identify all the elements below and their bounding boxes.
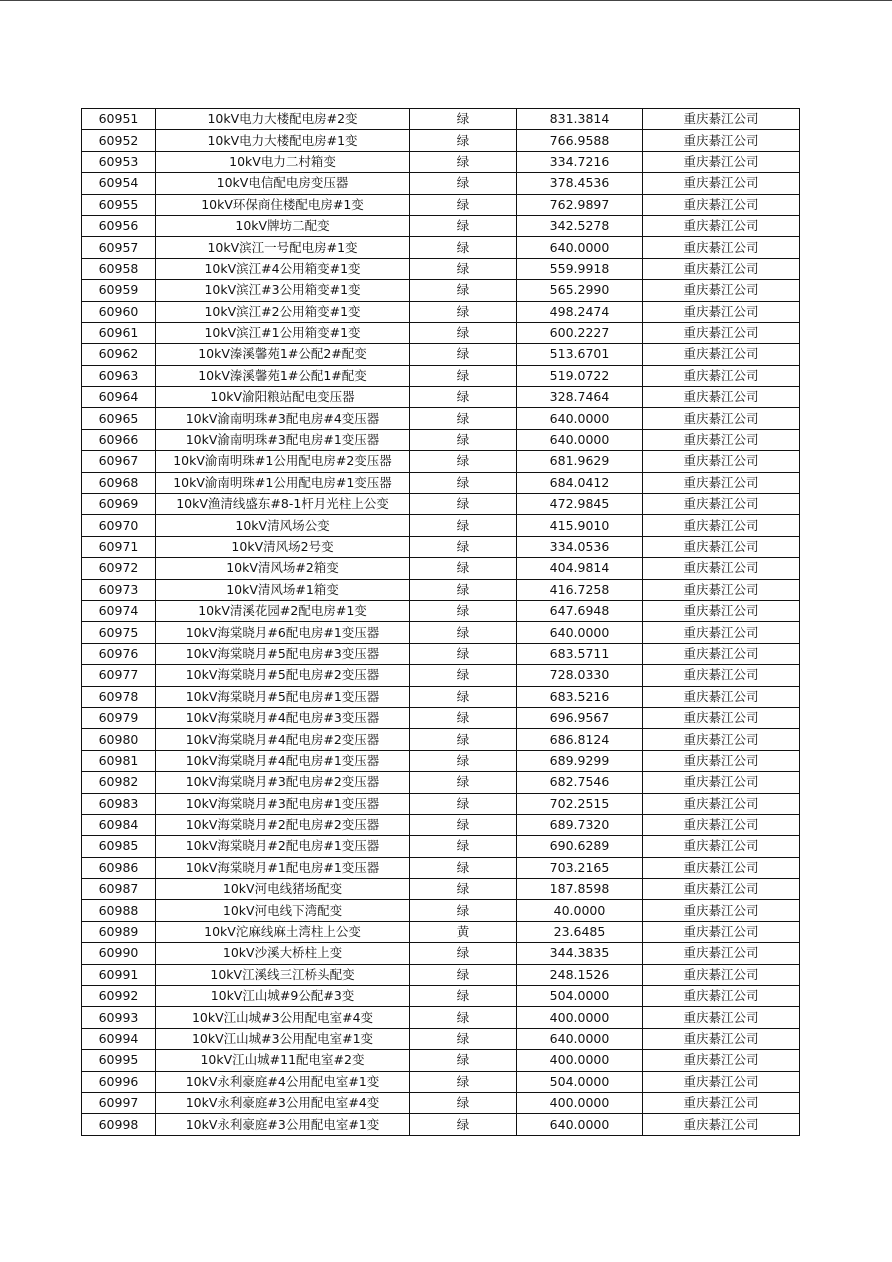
status-cell: 绿 xyxy=(410,729,517,750)
company-cell: 重庆綦江公司 xyxy=(643,194,800,215)
table-row xyxy=(82,1114,800,1135)
value-cell: 600.2227 xyxy=(517,322,643,343)
value-cell: 416.7258 xyxy=(517,579,643,600)
value-cell: 559.9918 xyxy=(517,258,643,279)
value-cell: 400.0000 xyxy=(517,1050,643,1071)
value-cell: 344.3835 xyxy=(517,943,643,964)
value-cell: 404.9814 xyxy=(517,558,643,579)
table-row xyxy=(82,665,800,686)
company-cell: 重庆綦江公司 xyxy=(643,109,800,130)
row-id-cell: 60982 xyxy=(82,772,156,793)
company-cell: 重庆綦江公司 xyxy=(643,515,800,536)
status-cell: 黄 xyxy=(410,921,517,942)
top-rule xyxy=(0,0,892,1)
row-id-cell: 60951 xyxy=(82,109,156,130)
value-cell: 690.6289 xyxy=(517,836,643,857)
transformer-name-cell: 10kV电信配电房变压器 xyxy=(156,173,410,194)
table-row xyxy=(82,215,800,236)
status-cell: 绿 xyxy=(410,1071,517,1092)
company-cell: 重庆綦江公司 xyxy=(643,322,800,343)
table-row xyxy=(82,130,800,151)
status-cell: 绿 xyxy=(410,472,517,493)
value-cell: 684.0412 xyxy=(517,472,643,493)
value-cell: 689.7320 xyxy=(517,814,643,835)
table-row xyxy=(82,429,800,450)
row-id-cell: 60956 xyxy=(82,215,156,236)
transformer-name-cell: 10kV海棠晓月#4配电房#3变压器 xyxy=(156,707,410,728)
company-cell: 重庆綦江公司 xyxy=(643,536,800,557)
table-row xyxy=(82,109,800,130)
table-row xyxy=(82,365,800,386)
value-cell: 647.6948 xyxy=(517,600,643,621)
row-id-cell: 60965 xyxy=(82,408,156,429)
row-id-cell: 60974 xyxy=(82,600,156,621)
row-id-cell: 60968 xyxy=(82,472,156,493)
transformer-name-cell: 10kV海棠晓月#6配电房#1变压器 xyxy=(156,622,410,643)
table-row xyxy=(82,964,800,985)
table-row xyxy=(82,387,800,408)
status-cell: 绿 xyxy=(410,558,517,579)
value-cell: 682.7546 xyxy=(517,772,643,793)
value-cell: 640.0000 xyxy=(517,622,643,643)
company-cell: 重庆綦江公司 xyxy=(643,665,800,686)
row-id-cell: 60977 xyxy=(82,665,156,686)
table-row xyxy=(82,900,800,921)
company-cell: 重庆綦江公司 xyxy=(643,964,800,985)
status-cell: 绿 xyxy=(410,301,517,322)
data-table xyxy=(81,108,800,1136)
transformer-name-cell: 10kV海棠晓月#2配电房#1变压器 xyxy=(156,836,410,857)
status-cell: 绿 xyxy=(410,408,517,429)
value-cell: 519.0722 xyxy=(517,365,643,386)
transformer-name-cell: 10kV渝南明珠#1公用配电房#2变压器 xyxy=(156,451,410,472)
company-cell: 重庆綦江公司 xyxy=(643,600,800,621)
value-cell: 640.0000 xyxy=(517,1114,643,1135)
table-row xyxy=(82,772,800,793)
row-id-cell: 60966 xyxy=(82,429,156,450)
status-cell: 绿 xyxy=(410,964,517,985)
value-cell: 248.1526 xyxy=(517,964,643,985)
value-cell: 686.8124 xyxy=(517,729,643,750)
company-cell: 重庆綦江公司 xyxy=(643,558,800,579)
row-id-cell: 60984 xyxy=(82,814,156,835)
company-cell: 重庆綦江公司 xyxy=(643,237,800,258)
row-id-cell: 60959 xyxy=(82,280,156,301)
value-cell: 683.5711 xyxy=(517,643,643,664)
table-row xyxy=(82,1071,800,1092)
company-cell: 重庆綦江公司 xyxy=(643,408,800,429)
table-row xyxy=(82,1007,800,1028)
company-cell: 重庆綦江公司 xyxy=(643,472,800,493)
status-cell: 绿 xyxy=(410,451,517,472)
row-id-cell: 60958 xyxy=(82,258,156,279)
row-id-cell: 60991 xyxy=(82,964,156,985)
status-cell: 绿 xyxy=(410,879,517,900)
status-cell: 绿 xyxy=(410,387,517,408)
row-id-cell: 60971 xyxy=(82,536,156,557)
company-cell: 重庆綦江公司 xyxy=(643,857,800,878)
value-cell: 565.2990 xyxy=(517,280,643,301)
status-cell: 绿 xyxy=(410,600,517,621)
row-id-cell: 60957 xyxy=(82,237,156,258)
company-cell: 重庆綦江公司 xyxy=(643,686,800,707)
company-cell: 重庆綦江公司 xyxy=(643,1028,800,1049)
value-cell: 415.9010 xyxy=(517,515,643,536)
status-cell: 绿 xyxy=(410,1028,517,1049)
company-cell: 重庆綦江公司 xyxy=(643,301,800,322)
transformer-name-cell: 10kV滨江一号配电房#1变 xyxy=(156,237,410,258)
row-id-cell: 60954 xyxy=(82,173,156,194)
transformer-name-cell: 10kV河电线下湾配变 xyxy=(156,900,410,921)
company-cell: 重庆綦江公司 xyxy=(643,921,800,942)
row-id-cell: 60994 xyxy=(82,1028,156,1049)
status-cell: 绿 xyxy=(410,707,517,728)
transformer-name-cell: 10kV清风场公变 xyxy=(156,515,410,536)
transformer-name-cell: 10kV河电线猪场配变 xyxy=(156,879,410,900)
company-cell: 重庆綦江公司 xyxy=(643,1114,800,1135)
company-cell: 重庆綦江公司 xyxy=(643,900,800,921)
transformer-name-cell: 10kV电力大楼配电房#2变 xyxy=(156,109,410,130)
row-id-cell: 60978 xyxy=(82,686,156,707)
row-id-cell: 60963 xyxy=(82,365,156,386)
transformer-name-cell: 10kV渔清线盛东#8-1杆月光柱上公变 xyxy=(156,494,410,515)
table-row xyxy=(82,1092,800,1113)
table-row xyxy=(82,558,800,579)
company-cell: 重庆綦江公司 xyxy=(643,622,800,643)
transformer-name-cell: 10kV永利豪庭#3公用配电室#1变 xyxy=(156,1114,410,1135)
status-cell: 绿 xyxy=(410,665,517,686)
status-cell: 绿 xyxy=(410,857,517,878)
row-id-cell: 60967 xyxy=(82,451,156,472)
transformer-name-cell: 10kV牌坊二配变 xyxy=(156,215,410,236)
transformer-name-cell: 10kV海棠晓月#1配电房#1变压器 xyxy=(156,857,410,878)
table-row xyxy=(82,836,800,857)
value-cell: 504.0000 xyxy=(517,986,643,1007)
company-cell: 重庆綦江公司 xyxy=(643,772,800,793)
value-cell: 728.0330 xyxy=(517,665,643,686)
transformer-name-cell: 10kV海棠晓月#5配电房#1变压器 xyxy=(156,686,410,707)
company-cell: 重庆綦江公司 xyxy=(643,1071,800,1092)
transformer-name-cell: 10kV沱麻线麻土湾柱上公变 xyxy=(156,921,410,942)
row-id-cell: 60952 xyxy=(82,130,156,151)
status-cell: 绿 xyxy=(410,237,517,258)
row-id-cell: 60992 xyxy=(82,986,156,1007)
value-cell: 334.0536 xyxy=(517,536,643,557)
company-cell: 重庆綦江公司 xyxy=(643,643,800,664)
status-cell: 绿 xyxy=(410,151,517,172)
value-cell: 766.9588 xyxy=(517,130,643,151)
value-cell: 334.7216 xyxy=(517,151,643,172)
value-cell: 762.9897 xyxy=(517,194,643,215)
transformer-name-cell: 10kV滨江#1公用箱变#1变 xyxy=(156,322,410,343)
row-id-cell: 60990 xyxy=(82,943,156,964)
company-cell: 重庆綦江公司 xyxy=(643,814,800,835)
table-row xyxy=(82,600,800,621)
company-cell: 重庆綦江公司 xyxy=(643,173,800,194)
status-cell: 绿 xyxy=(410,1114,517,1135)
transformer-name-cell: 10kV电力二村箱变 xyxy=(156,151,410,172)
table-body xyxy=(82,109,800,1136)
table-row xyxy=(82,344,800,365)
table-row xyxy=(82,1028,800,1049)
transformer-name-cell: 10kV清风场#1箱变 xyxy=(156,579,410,600)
table-row xyxy=(82,814,800,835)
value-cell: 831.3814 xyxy=(517,109,643,130)
value-cell: 640.0000 xyxy=(517,1028,643,1049)
company-cell: 重庆綦江公司 xyxy=(643,579,800,600)
table-row xyxy=(82,793,800,814)
status-cell: 绿 xyxy=(410,322,517,343)
table-row xyxy=(82,986,800,1007)
table-row xyxy=(82,472,800,493)
transformer-name-cell: 10kV滨江#2公用箱变#1变 xyxy=(156,301,410,322)
table-row xyxy=(82,579,800,600)
table-row xyxy=(82,280,800,301)
status-cell: 绿 xyxy=(410,772,517,793)
value-cell: 640.0000 xyxy=(517,408,643,429)
status-cell: 绿 xyxy=(410,1050,517,1071)
table-row xyxy=(82,622,800,643)
value-cell: 513.6701 xyxy=(517,344,643,365)
row-id-cell: 60998 xyxy=(82,1114,156,1135)
company-cell: 重庆綦江公司 xyxy=(643,1007,800,1028)
company-cell: 重庆綦江公司 xyxy=(643,365,800,386)
company-cell: 重庆綦江公司 xyxy=(643,429,800,450)
table-row xyxy=(82,408,800,429)
value-cell: 640.0000 xyxy=(517,429,643,450)
transformer-name-cell: 10kV溱溪馨苑1#公配2#配变 xyxy=(156,344,410,365)
status-cell: 绿 xyxy=(410,814,517,835)
row-id-cell: 60969 xyxy=(82,494,156,515)
table-row xyxy=(82,943,800,964)
status-cell: 绿 xyxy=(410,515,517,536)
transformer-name-cell: 10kV海棠晓月#5配电房#2变压器 xyxy=(156,665,410,686)
status-cell: 绿 xyxy=(410,622,517,643)
transformer-name-cell: 10kV永利豪庭#4公用配电室#1变 xyxy=(156,1071,410,1092)
status-cell: 绿 xyxy=(410,900,517,921)
transformer-name-cell: 10kV江山城#9公配#3变 xyxy=(156,986,410,1007)
status-cell: 绿 xyxy=(410,750,517,771)
value-cell: 23.6485 xyxy=(517,921,643,942)
row-id-cell: 60986 xyxy=(82,857,156,878)
status-cell: 绿 xyxy=(410,579,517,600)
row-id-cell: 60996 xyxy=(82,1071,156,1092)
transformer-name-cell: 10kV海棠晓月#5配电房#3变压器 xyxy=(156,643,410,664)
transformer-name-cell: 10kV渝南明珠#3配电房#1变压器 xyxy=(156,429,410,450)
table-row xyxy=(82,1050,800,1071)
transformer-name-cell: 10kV滨江#4公用箱变#1变 xyxy=(156,258,410,279)
table-row xyxy=(82,301,800,322)
company-cell: 重庆綦江公司 xyxy=(643,750,800,771)
table-row xyxy=(82,879,800,900)
transformer-name-cell: 10kV环保商住楼配电房#1变 xyxy=(156,194,410,215)
company-cell: 重庆綦江公司 xyxy=(643,986,800,1007)
transformer-name-cell: 10kV江溪线三江桥头配变 xyxy=(156,964,410,985)
transformer-name-cell: 10kV永利豪庭#3公用配电室#4变 xyxy=(156,1092,410,1113)
value-cell: 472.9845 xyxy=(517,494,643,515)
company-cell: 重庆綦江公司 xyxy=(643,151,800,172)
transformer-name-cell: 10kV清风场#2箱变 xyxy=(156,558,410,579)
value-cell: 640.0000 xyxy=(517,237,643,258)
table-row xyxy=(82,515,800,536)
company-cell: 重庆綦江公司 xyxy=(643,344,800,365)
transformer-name-cell: 10kV海棠晓月#2配电房#2变压器 xyxy=(156,814,410,835)
status-cell: 绿 xyxy=(410,1092,517,1113)
row-id-cell: 60962 xyxy=(82,344,156,365)
company-cell: 重庆綦江公司 xyxy=(643,280,800,301)
transformer-name-cell: 10kV滨江#3公用箱变#1变 xyxy=(156,280,410,301)
table-row xyxy=(82,451,800,472)
table-row xyxy=(82,322,800,343)
row-id-cell: 60955 xyxy=(82,194,156,215)
status-cell: 绿 xyxy=(410,643,517,664)
company-cell: 重庆綦江公司 xyxy=(643,1050,800,1071)
transformer-name-cell: 10kV渝南明珠#1公用配电房#1变压器 xyxy=(156,472,410,493)
value-cell: 498.2474 xyxy=(517,301,643,322)
row-id-cell: 60973 xyxy=(82,579,156,600)
status-cell: 绿 xyxy=(410,494,517,515)
table-row xyxy=(82,173,800,194)
company-cell: 重庆綦江公司 xyxy=(643,258,800,279)
transformer-name-cell: 10kV溱溪馨苑1#公配1#配变 xyxy=(156,365,410,386)
transformer-name-cell: 10kV清溪花园#2配电房#1变 xyxy=(156,600,410,621)
value-cell: 342.5278 xyxy=(517,215,643,236)
value-cell: 400.0000 xyxy=(517,1092,643,1113)
row-id-cell: 60953 xyxy=(82,151,156,172)
row-id-cell: 60975 xyxy=(82,622,156,643)
company-cell: 重庆綦江公司 xyxy=(643,494,800,515)
transformer-name-cell: 10kV电力大楼配电房#1变 xyxy=(156,130,410,151)
table-row xyxy=(82,536,800,557)
row-id-cell: 60979 xyxy=(82,707,156,728)
table-row xyxy=(82,494,800,515)
value-cell: 400.0000 xyxy=(517,1007,643,1028)
transformer-name-cell: 10kV渝阳粮站配电变压器 xyxy=(156,387,410,408)
row-id-cell: 60960 xyxy=(82,301,156,322)
row-id-cell: 60989 xyxy=(82,921,156,942)
transformer-name-cell: 10kV海棠晓月#3配电房#1变压器 xyxy=(156,793,410,814)
status-cell: 绿 xyxy=(410,258,517,279)
status-cell: 绿 xyxy=(410,943,517,964)
value-cell: 328.7464 xyxy=(517,387,643,408)
row-id-cell: 60980 xyxy=(82,729,156,750)
company-cell: 重庆綦江公司 xyxy=(643,879,800,900)
row-id-cell: 60985 xyxy=(82,836,156,857)
status-cell: 绿 xyxy=(410,986,517,1007)
table-row xyxy=(82,857,800,878)
transformer-name-cell: 10kV海棠晓月#4配电房#2变压器 xyxy=(156,729,410,750)
table-row xyxy=(82,921,800,942)
row-id-cell: 60970 xyxy=(82,515,156,536)
status-cell: 绿 xyxy=(410,280,517,301)
transformer-name-cell: 10kV渝南明珠#3配电房#4变压器 xyxy=(156,408,410,429)
table-row xyxy=(82,686,800,707)
value-cell: 702.2515 xyxy=(517,793,643,814)
row-id-cell: 60976 xyxy=(82,643,156,664)
status-cell: 绿 xyxy=(410,109,517,130)
transformer-name-cell: 10kV江山城#11配电室#2变 xyxy=(156,1050,410,1071)
company-cell: 重庆綦江公司 xyxy=(643,387,800,408)
status-cell: 绿 xyxy=(410,194,517,215)
row-id-cell: 60972 xyxy=(82,558,156,579)
value-cell: 683.5216 xyxy=(517,686,643,707)
company-cell: 重庆綦江公司 xyxy=(643,130,800,151)
row-id-cell: 60993 xyxy=(82,1007,156,1028)
table-row xyxy=(82,750,800,771)
status-cell: 绿 xyxy=(410,686,517,707)
transformer-name-cell: 10kV清风场2号变 xyxy=(156,536,410,557)
table-row xyxy=(82,643,800,664)
status-cell: 绿 xyxy=(410,536,517,557)
status-cell: 绿 xyxy=(410,365,517,386)
status-cell: 绿 xyxy=(410,429,517,450)
transformer-name-cell: 10kV海棠晓月#4配电房#1变压器 xyxy=(156,750,410,771)
status-cell: 绿 xyxy=(410,215,517,236)
transformer-name-cell: 10kV江山城#3公用配电室#4变 xyxy=(156,1007,410,1028)
row-id-cell: 60964 xyxy=(82,387,156,408)
company-cell: 重庆綦江公司 xyxy=(643,836,800,857)
value-cell: 187.8598 xyxy=(517,879,643,900)
table-row xyxy=(82,237,800,258)
table-row xyxy=(82,151,800,172)
value-cell: 696.9567 xyxy=(517,707,643,728)
table-row xyxy=(82,194,800,215)
row-id-cell: 60997 xyxy=(82,1092,156,1113)
status-cell: 绿 xyxy=(410,836,517,857)
table-row xyxy=(82,729,800,750)
company-cell: 重庆綦江公司 xyxy=(643,707,800,728)
transformer-name-cell: 10kV海棠晓月#3配电房#2变压器 xyxy=(156,772,410,793)
row-id-cell: 60995 xyxy=(82,1050,156,1071)
status-cell: 绿 xyxy=(410,173,517,194)
row-id-cell: 60961 xyxy=(82,322,156,343)
company-cell: 重庆綦江公司 xyxy=(643,943,800,964)
value-cell: 504.0000 xyxy=(517,1071,643,1092)
value-cell: 681.9629 xyxy=(517,451,643,472)
company-cell: 重庆綦江公司 xyxy=(643,1092,800,1113)
value-cell: 703.2165 xyxy=(517,857,643,878)
transformer-name-cell: 10kV江山城#3公用配电室#1变 xyxy=(156,1028,410,1049)
table-row xyxy=(82,707,800,728)
status-cell: 绿 xyxy=(410,1007,517,1028)
row-id-cell: 60981 xyxy=(82,750,156,771)
row-id-cell: 60987 xyxy=(82,879,156,900)
value-cell: 40.0000 xyxy=(517,900,643,921)
table-row xyxy=(82,258,800,279)
value-cell: 378.4536 xyxy=(517,173,643,194)
row-id-cell: 60988 xyxy=(82,900,156,921)
company-cell: 重庆綦江公司 xyxy=(643,729,800,750)
company-cell: 重庆綦江公司 xyxy=(643,793,800,814)
transformer-name-cell: 10kV沙溪大桥柱上变 xyxy=(156,943,410,964)
status-cell: 绿 xyxy=(410,130,517,151)
row-id-cell: 60983 xyxy=(82,793,156,814)
status-cell: 绿 xyxy=(410,344,517,365)
company-cell: 重庆綦江公司 xyxy=(643,215,800,236)
status-cell: 绿 xyxy=(410,793,517,814)
value-cell: 689.9299 xyxy=(517,750,643,771)
company-cell: 重庆綦江公司 xyxy=(643,451,800,472)
